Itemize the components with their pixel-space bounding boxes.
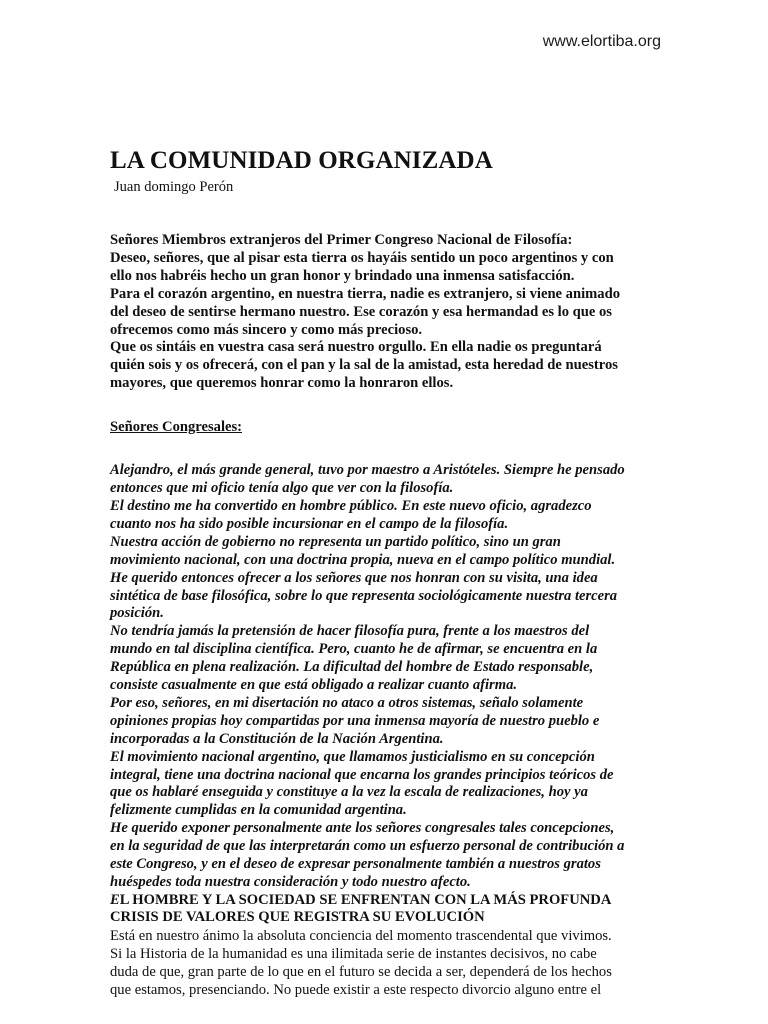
body-line: duda de que, gran parte de lo que en el futuro se decida a ser, dependerá de los hechos <box>110 963 612 980</box>
congresales-heading: Señores Congresales: <box>110 419 243 436</box>
body-paragraph <box>110 927 665 999</box>
speech-line: He querido exponer personalmente ante los señores congresales tales concepciones, <box>110 820 615 837</box>
section-heading-line: L HOMBRE Y LA SOCIEDAD SE ENFRENTAN CON LA MÁS PROFUNDA <box>119 891 612 908</box>
section-heading-initial: E <box>110 891 120 908</box>
speech-line: movimiento nacional, con una doctrina propia, nueva en el campo político mundial. <box>110 551 616 568</box>
intro-line: ofrecemos como más sincero y como más precioso. <box>110 321 423 338</box>
intro-line: Señores Miembros extranjeros del Primer Congreso Nacional de Filosofía: <box>110 232 573 248</box>
speech-italic-block <box>110 462 665 892</box>
section-heading-line: CRISIS DE VALORES QUE REGISTRA SU EVOLUCIÓN <box>110 909 485 926</box>
intro-line: Deseo, señores, que al pisar esta tierra os hayáis sentido un poco argentinos y con <box>110 249 614 266</box>
speech-line: posición. <box>110 605 164 622</box>
speech-line: este Congreso, y en el deseo de expresar personalmente también a nuestros gratos <box>110 856 601 873</box>
speech-line: El movimiento nacional argentino, que llamamos justicialismo en su concepción <box>110 748 595 765</box>
section-heading <box>110 892 665 927</box>
body-line: Está en nuestro ánimo la absoluta conciencia del momento trascendental que vivimos. <box>110 927 612 944</box>
speech-line: mundo en tal disciplina científica. Pero, cuanto he de afirmar, se encuentra en la <box>110 641 598 658</box>
intro-line: del deseo de sentirse hermano nuestro. Ese corazón y esa hermandad es lo que os <box>110 303 612 320</box>
speech-line: El destino me ha convertido en hombre público. En este nuevo oficio, agradezco <box>110 497 592 514</box>
site-url-watermark: www.elortiba.org <box>542 33 661 50</box>
speech-line: integral, tiene una doctrina nacional que encarna los grandes principios teóricos de <box>110 766 614 783</box>
speech-line: opiniones propias hoy compartidas por una inmensa mayoría de nuestro pueblo e <box>110 712 600 729</box>
body-line: Si la Historia de la humanidad es una ilimitada serie de instantes decisivos, no cabe <box>110 945 597 962</box>
intro-line: mayores, que queremos honrar como la honraron ellos. <box>110 375 454 392</box>
speech-line: sintética de base filosófica, sobre lo que representa sociológicamente nuestra tercera <box>110 587 618 604</box>
speech-line: Alejandro, el más grande general, tuvo por maestro a Aristóteles. Siempre he pensado <box>110 462 625 479</box>
speech-line: Por eso, señores, en mi disertación no ataco a otros sistemas, señalo solamente <box>110 694 584 711</box>
intro-paragraph <box>110 232 665 393</box>
speech-line: No tendría jamás la pretensión de hacer filosofía pura, frente a los maestros del <box>110 623 590 640</box>
document-page <box>110 146 665 999</box>
intro-line: quién sois y os ofrecerá, con el pan y la sal de la amistad, esta heredad de nuestros <box>110 357 618 374</box>
document-title: LA COMUNIDAD ORGANIZADA <box>110 147 493 174</box>
speech-line: cuanto nos ha sido posible incursionar en el campo de la filosofía. <box>110 515 509 532</box>
speech-line: que os hablaré enseguida y constituye a la vez la escala de realizaciones, hoy ya <box>110 784 588 801</box>
intro-line: Para el corazón argentino, en nuestra tierra, nadie es extranjero, si viene animado <box>110 285 621 302</box>
document-author: Juan domingo Perón <box>114 179 234 195</box>
speech-line: entonces que mi oficio tenía algo que ver con la filosofía. <box>110 480 454 497</box>
speech-line: Nuestra acción de gobierno no representa un partido político, sino un gran <box>110 533 561 550</box>
speech-line: felizmente cumplidas en la comunidad argentina. <box>110 802 407 819</box>
intro-line: Que os sintáis en vuestra casa será nuestro orgullo. En ella nadie os preguntará <box>110 339 602 356</box>
body-line: que estamos, presenciando. No puede existir a este respecto divorcio alguno entre el <box>110 981 602 998</box>
speech-line: incorporadas a la Constitución de la Nación Argentina. <box>110 730 444 747</box>
speech-line: República en plena realización. La dificultad del hombre de Estado responsable, <box>110 659 594 676</box>
speech-line: huéspedes toda nuestra consideración y todo nuestro afecto. <box>110 874 471 890</box>
intro-line: ello nos habréis hecho un gran honor y brindado una inmensa satisfacción. <box>110 267 575 284</box>
speech-line: en la seguridad de que las interpretarán como un esfuerzo personal de contribución a <box>110 838 625 855</box>
speech-line: consiste casualmente en que está obligado a realizar cuanto afirma. <box>110 677 518 694</box>
speech-line: He querido entonces ofrecer a los señores que nos honran con su visita, una idea <box>110 569 598 586</box>
